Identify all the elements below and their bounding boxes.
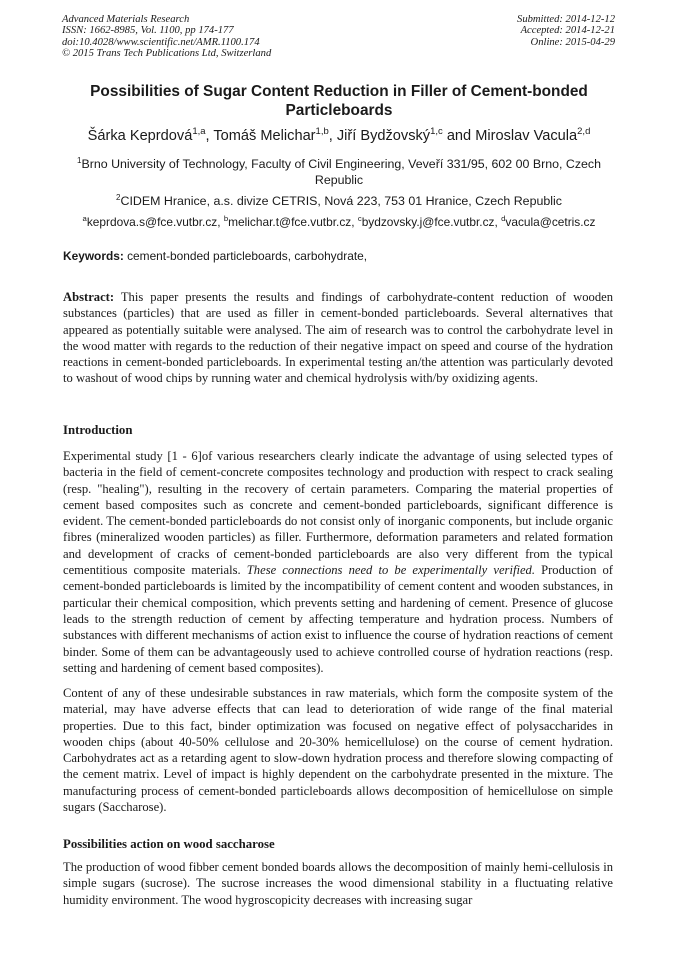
accepted-date: Accepted: 2014-12-21	[520, 25, 615, 37]
emphasized-text: These connections need to be experimentally verified.	[246, 563, 535, 578]
author-name: Šárka Keprdová	[87, 128, 193, 144]
affiliation-2	[60, 193, 618, 209]
abstract-text: This paper presents the results and findings of carbohydrate-content reduction of wooden substances (particles) that are used as filler in cement-bonded particleboards. Several alternatives that appeared as potentially suitable were analysed. The aim of research was to control the carbohydrate level in the wood matter with regards to the reduction of their negative impact on speed and course of the hydration reactions in cement-bonded particleboards. In experimental testing an/the attention was particularly devoted to washout of wood chips by running water and chemical hydrolysis with/by oxidizing agents.	[63, 290, 613, 386]
journal-issn: ISSN: 1662-8985, Vol. 1100, pp 174-177	[62, 25, 234, 37]
journal-header-right	[395, 14, 615, 48]
email-sup: d	[501, 214, 506, 224]
author-affiliation-sup: 1,b	[315, 126, 329, 138]
email-address[interactable]: melichar.t@fce.vutbr.cz	[228, 215, 352, 229]
email-address[interactable]: vacula@cetris.cz	[505, 215, 596, 229]
journal-header-left	[62, 14, 392, 59]
journal-copyright: © 2015 Trans Tech Publications Ltd, Switzerland	[62, 47, 272, 59]
paragraph-text: Experimental study [1 - 6]of various researchers clearly indicate the advantage of using selected types of bacteria in the field of cement-concrete composites technology and production with respect to crack sealing (resp. "healing"), resulting in the recovery of certain parameters. Comparing the material properties of cement based composites such as concrete and cement-bonded particleboards, significant difference is evident. The cement-bonded particleboards do not consist only of inorganic components, but include organic fibres (mineralized wooden particles) as filler. Furthermore, deformation parameters and related formation and development of cracks of cement-bonded particleboards are also very different from the typical cementitious composite materials.	[63, 449, 613, 578]
author-name: Jiří Bydžovský	[336, 128, 431, 144]
affiliation-text: Brno University of Technology, Faculty of Civil Engineering, Veveří 331/95, 602 00 Brno, Czech Republic	[81, 157, 602, 187]
keywords-label: Keywords:	[63, 249, 124, 263]
section-heading: Possibilities action on wood saccharose	[63, 837, 275, 851]
author-name: Tomáš Melichar	[213, 128, 316, 144]
introduction-paragraph-1	[63, 448, 613, 676]
email-separator: ,	[217, 215, 224, 229]
email-separator: ,	[351, 215, 358, 229]
keywords	[63, 249, 613, 264]
online-date: Online: 2015-04-29	[530, 36, 615, 48]
journal-name: Advanced Materials Research	[62, 14, 190, 25]
email-address[interactable]: keprdova.s@fce.vutbr.cz	[86, 215, 218, 229]
email-separator: ,	[494, 215, 502, 229]
introduction-heading: Introduction	[63, 423, 133, 437]
author-separator: ,	[205, 128, 214, 144]
author-list	[40, 127, 638, 145]
email-sup: c	[357, 214, 362, 224]
affiliation-sup: 2	[116, 192, 121, 202]
abstract	[63, 289, 613, 387]
email-address[interactable]: bydzovsky.j@fce.vutbr.cz	[361, 215, 495, 229]
author-affiliation-sup: 2,d	[577, 126, 591, 138]
email-sup: b	[223, 214, 229, 224]
author-separator: ,	[328, 128, 337, 144]
introduction-paragraph-2: Content of any of these undesirable substances in raw materials, which form the composite system of the material, may have adverse effects that can lead to deterioration of wide range of the final material properties. Due to this fact, binder optimization was focused on negative effect of polysaccharides in wooden chips (about 40-50% cellulose and 20-30% hemicellulose) on the course of cement hydration. Carbohydrates act as a retarding agent to slow-down hydration process and therefore slowing compacting of the cement matrix. Level of impact is highly dependent on the carbohydrate presented in the mixture. The manufacturing process of cement-bonded particleboards allows decomposition of hemicellulose on simple sugars (Saccharose).	[63, 686, 613, 815]
author-affiliation-sup: 1,a	[192, 126, 206, 138]
author-separator: and	[442, 128, 476, 144]
keywords-text: cement-bonded particleboards, carbohydrate,	[123, 249, 368, 263]
paper-title: Possibilities of Sugar Content Reduction in Filler of Cement-bonded Particleboards	[90, 83, 588, 119]
section-paragraph-1: The production of wood fibber cement bonded boards allows the decomposition of mainly hemi-cellulosis in simple sugars (sucrose). The sucrose increases the wood dimensional stability in a fluctuating relative humidity environment. The wood hygroscopicity decreases with increasing sugar	[63, 860, 613, 907]
author-affiliation-sup: 1,c	[430, 126, 443, 138]
submitted-date: Submitted: 2014-12-12	[517, 14, 615, 25]
email-list	[40, 214, 638, 230]
affiliation-sup: 1	[76, 155, 82, 165]
paragraph-text: Production of cement-bonded particleboards is limited by the incompatibility of cement content and wooden substances, in particular their chemical composition, which prevents setting and hardening of cement. Presence of glucose leads to the strength reduction of cement by affecting temperature and hydration process. Numbers of substances with different mechanisms of action exist to influence the course of hydration reactions of cement binder. Some of them can be advantageously used to achieve controlled course of hydration reactions (resp. setting and hardening of cement based composites).	[63, 563, 613, 675]
author-name: Miroslav Vacula	[475, 128, 578, 144]
affiliation-text: CIDEM Hranice, a.s. divize CETRIS, Nová 223, 753 01 Hranice, Czech Republic	[120, 194, 562, 208]
abstract-label: Abstract:	[63, 290, 115, 304]
email-sup: a	[82, 214, 87, 224]
affiliation-1	[60, 156, 618, 188]
journal-doi: doi:10.4028/www.scientific.net/AMR.1100.174	[62, 36, 260, 48]
